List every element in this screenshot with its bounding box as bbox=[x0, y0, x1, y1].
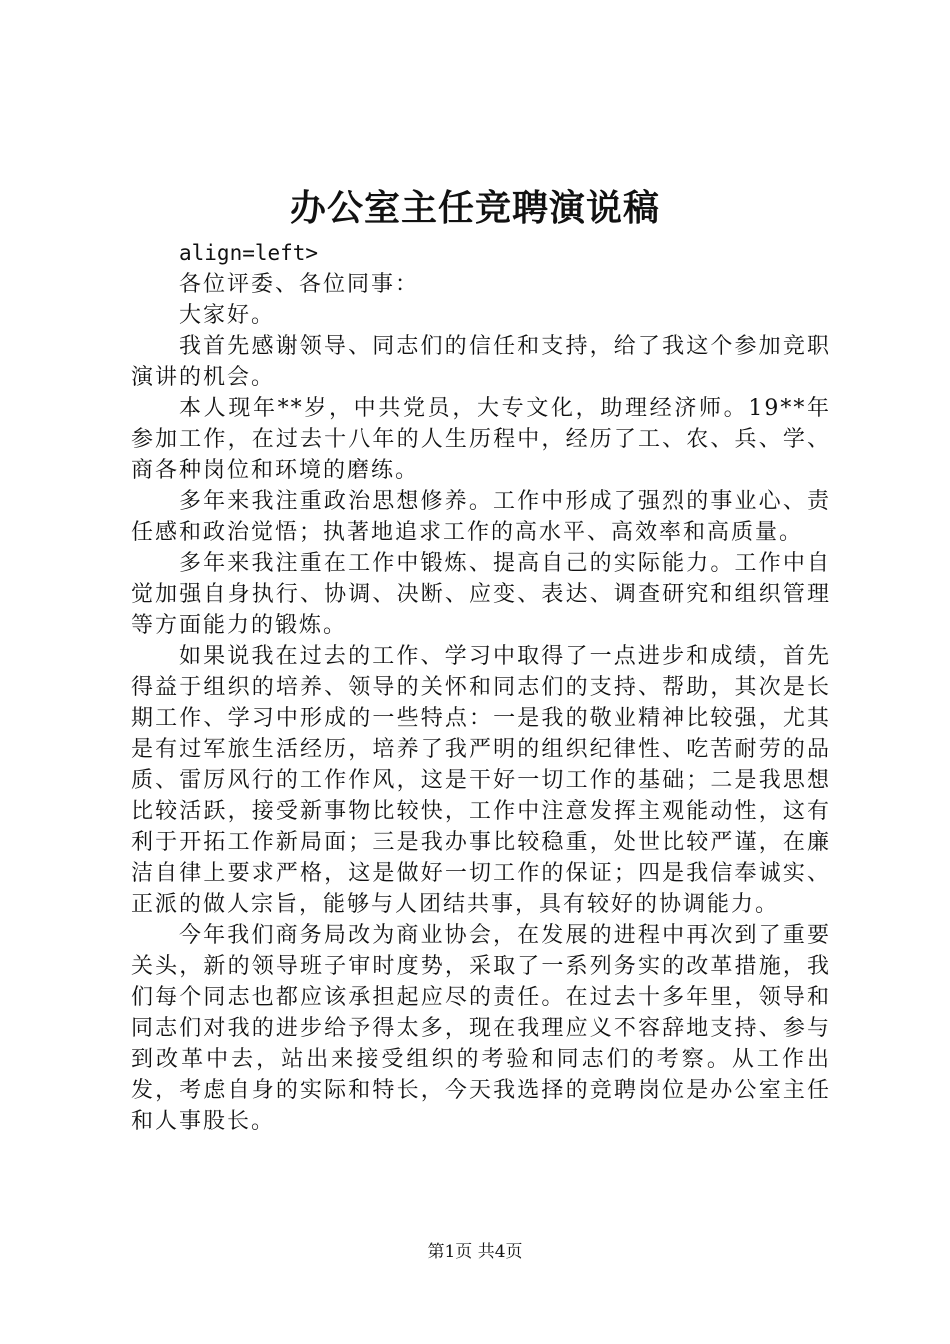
paragraph-traits: 如果说我在过去的工作、学习中取得了一点进步和成绩，首先得益于组织的培养、领导的关怀和同志们的支持、帮助，其次是长期工作、学习中形成的一些特点：一是我的敬业精神比较强，尤其是有过军旅生活经历，培养了我严明的组织纪律性、吃苦耐劳的品质、雷厉风行的工作作风，这是干好一切工作的基础；二是我思想比较活跃，接受新事物比较快，工作中注意发挥主观能动性，这有利于开拓工作新局面；三是我办事比较稳重，处世比较严谨，在廉洁自律上要求严格，这是做好一切工作的保证；四是我信奉诚实、正派的做人宗旨，能够与人团结共事，具有较好的协调能力。 bbox=[131, 644, 831, 917]
page-footer: 第1页 共4页 bbox=[427, 1242, 523, 1262]
paragraph-thanks: 我首先感谢领导、同志们的信任和支持，给了我这个参加竞职演讲的机会。 bbox=[131, 334, 831, 390]
paragraph-political: 多年来我注重政治思想修养。工作中形成了强烈的事业心、责任感和政治觉悟；执著地追求工作的高水平、高效率和高质量。 bbox=[131, 489, 831, 545]
paragraph-reform: 今年我们商务局改为商业协会，在发展的进程中再次到了重要关头，新的领导班子审时度势，采取了一系列务实的改革措施，我们每个同志也都应该承担起应尽的责任。在过去十多年里，领导和同志们对我的进步给予得太多，现在我理应义不容辞地支持、参与到改革中去，站出来接受组织的考验和同志们的考察。从工作出发，考虑自身的实际和特长，今天我选择的竞聘岗位是办公室主任和人事股长。 bbox=[131, 923, 831, 1134]
paragraph-artifact: align=left> bbox=[179, 241, 319, 265]
paragraph-salutation: 各位评委、各位同事： bbox=[179, 272, 420, 297]
paragraph-ability: 多年来我注重在工作中锻炼、提高自己的实际能力。工作中自觉加强自身执行、协调、决断、应变、表达、调查研究和组织管理等方面能力的锻炼。 bbox=[131, 551, 831, 638]
document-body bbox=[131, 238, 831, 1137]
document-title: 办公室主任竞聘演说稿 bbox=[289, 187, 660, 229]
paragraph-greeting: 大家好。 bbox=[179, 303, 276, 328]
paragraph-self-intro: 本人现年**岁，中共党员，大专文化，助理经济师。19**年参加工作，在过去十八年的人生历程中，经历了工、农、兵、学、商各种岗位和环境的磨练。 bbox=[131, 396, 831, 483]
